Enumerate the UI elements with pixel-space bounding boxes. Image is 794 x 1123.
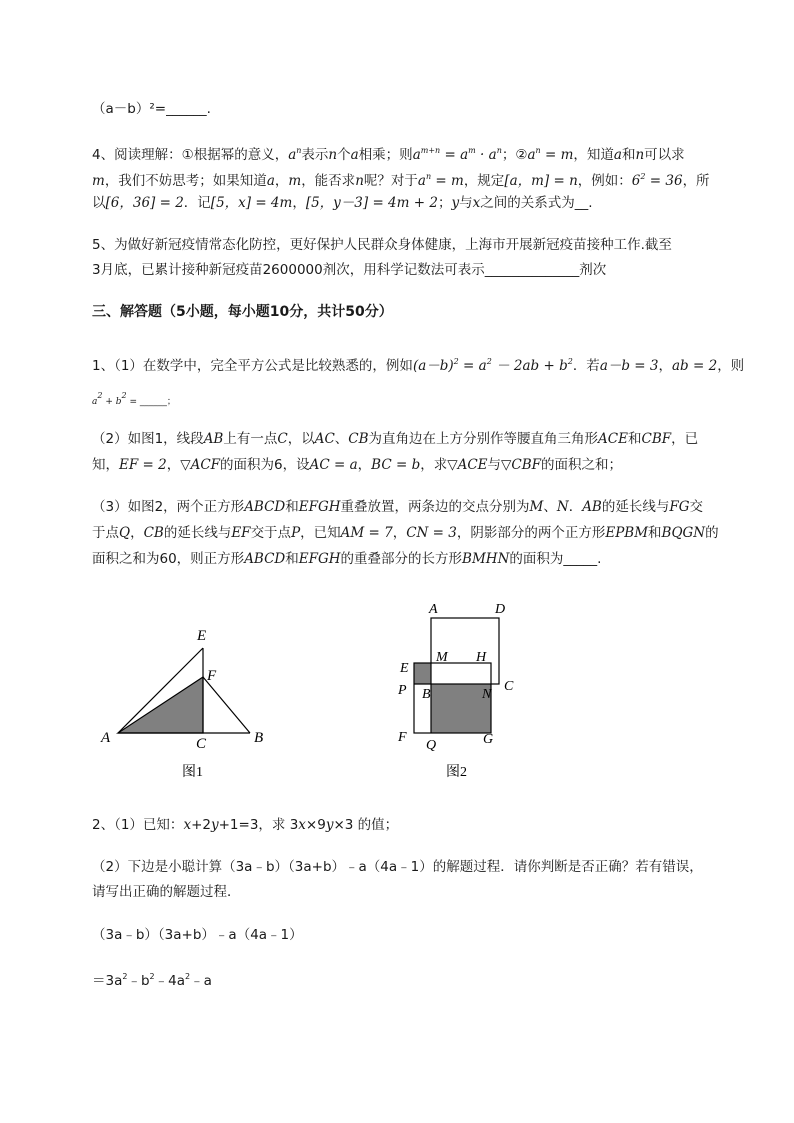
text: 的重叠部分的长方形 bbox=[340, 551, 463, 567]
math: = a bbox=[440, 147, 469, 163]
text: （3）如图2，两个正方形 bbox=[92, 499, 245, 515]
math: = 36 bbox=[645, 173, 683, 189]
math: [6，36] = 2 bbox=[105, 195, 184, 211]
math: m bbox=[288, 173, 302, 189]
label-p: P bbox=[398, 683, 407, 698]
text: ，规定 bbox=[463, 173, 505, 189]
text: 、 bbox=[334, 431, 349, 447]
p1-line-6 bbox=[92, 524, 719, 542]
math: (a－b) bbox=[412, 358, 454, 374]
math: 2 bbox=[121, 391, 127, 400]
text: 的延长线与 bbox=[601, 499, 670, 515]
label-a: A bbox=[429, 602, 438, 617]
text: 个 bbox=[337, 147, 351, 163]
math: = m bbox=[540, 147, 574, 163]
text: ， bbox=[357, 457, 372, 473]
label-e: E bbox=[400, 661, 409, 676]
text: 和 bbox=[621, 147, 636, 163]
math: a bbox=[350, 147, 359, 163]
math: m bbox=[92, 173, 105, 189]
text: ，求 bbox=[420, 457, 448, 473]
p1-line-1 bbox=[92, 353, 744, 375]
text: ，则 bbox=[717, 358, 745, 374]
text: ， bbox=[658, 358, 672, 374]
math: n bbox=[496, 146, 502, 155]
math: ACE bbox=[598, 431, 628, 447]
label-g: G bbox=[483, 732, 494, 747]
text: ， bbox=[392, 525, 407, 541]
math: [5，x] = 4m bbox=[210, 195, 293, 211]
math: Q bbox=[119, 525, 131, 541]
label-e: E bbox=[197, 628, 207, 644]
math: 2 bbox=[122, 972, 128, 981]
math: CB bbox=[143, 525, 164, 541]
text: ， bbox=[274, 173, 289, 189]
math: ab = 2 bbox=[672, 358, 718, 374]
math: FG bbox=[669, 499, 690, 515]
text: ，我们不妨思考；如果知道 bbox=[104, 173, 267, 189]
math: C bbox=[277, 431, 288, 447]
math: 2 bbox=[185, 972, 191, 981]
math: AM = 7 bbox=[340, 525, 393, 541]
text: ，能否求 bbox=[301, 173, 356, 189]
text: 与 bbox=[459, 195, 473, 211]
math: 6 bbox=[631, 173, 641, 189]
math: ABCD bbox=[244, 551, 286, 567]
math: = a bbox=[458, 358, 487, 374]
label-a: A bbox=[101, 730, 111, 746]
math: = m bbox=[431, 173, 464, 189]
math: [5，y－3] = 4m + 2 bbox=[305, 195, 438, 211]
text: （2）下边是小聪计算（3a﹣b）（3a+b）﹣a（4a﹣1）的解题过程．请你判断是否正确？若有错误， bbox=[92, 859, 703, 875]
text: 为直角边在上方分别作等腰直角三角形 bbox=[368, 431, 599, 447]
text: 表示 bbox=[301, 147, 329, 163]
text: 的面积为6，设 bbox=[220, 457, 310, 473]
math: n bbox=[535, 146, 541, 155]
label-b: B bbox=[422, 687, 431, 702]
text: ，以 bbox=[287, 431, 315, 447]
text: 和 bbox=[627, 431, 642, 447]
text: 交于点 bbox=[250, 525, 292, 541]
math: y bbox=[210, 817, 219, 833]
label-c: C bbox=[504, 679, 514, 694]
math: + b bbox=[102, 397, 122, 407]
label-d: D bbox=[495, 602, 506, 617]
text: 可以求 bbox=[644, 147, 685, 163]
math: － 2ab + b bbox=[491, 358, 568, 374]
math: AB bbox=[582, 499, 602, 515]
text: ×9 bbox=[305, 817, 326, 833]
text: 以 bbox=[92, 195, 106, 211]
text: ； bbox=[437, 195, 452, 211]
text: 2、（1）已知： bbox=[92, 817, 184, 833]
figure-1 bbox=[90, 620, 280, 785]
text: ．记 bbox=[183, 195, 211, 211]
shaded-square-epbm bbox=[414, 663, 431, 684]
text: ﹣a bbox=[190, 973, 212, 989]
math: x bbox=[183, 817, 192, 833]
text: ．若 bbox=[572, 358, 600, 374]
math: EF = 2 bbox=[119, 457, 167, 473]
text: （a－b）²=______. bbox=[92, 101, 211, 117]
q4-line-1 bbox=[92, 142, 685, 164]
math: BQGN bbox=[661, 525, 706, 541]
text: 的 bbox=[705, 525, 719, 541]
text: 呢？对于 bbox=[363, 173, 418, 189]
text: +1=3，求 3 bbox=[218, 817, 299, 833]
math: a bbox=[527, 147, 536, 163]
text: ﹣4a bbox=[154, 973, 186, 989]
text: （2）如图1，线段 bbox=[92, 431, 204, 447]
math: n bbox=[355, 173, 364, 189]
p2-line-1 bbox=[92, 816, 398, 834]
text: ， bbox=[130, 525, 144, 541]
text: 的延长线与 bbox=[163, 525, 232, 541]
text: 交 bbox=[689, 499, 704, 515]
math: EFGH bbox=[298, 499, 341, 515]
text: 、 bbox=[543, 499, 557, 515]
math: a bbox=[92, 397, 98, 407]
math: a bbox=[412, 147, 421, 163]
text: ，例如： bbox=[577, 173, 632, 189]
math: BMHN bbox=[462, 551, 510, 567]
section-heading bbox=[92, 303, 393, 321]
text: 和 bbox=[285, 551, 299, 567]
text: 之间的关系式为__. bbox=[480, 195, 593, 211]
math: 2 bbox=[486, 357, 492, 366]
p1-line-2 bbox=[92, 387, 176, 411]
math: EF bbox=[231, 525, 251, 541]
figure-2 bbox=[390, 595, 530, 785]
math: BC = b bbox=[371, 457, 421, 473]
text: 的面积为_____. bbox=[509, 551, 602, 567]
text: ，知道 bbox=[573, 147, 614, 163]
p1-line-3 bbox=[92, 430, 698, 448]
math: n bbox=[328, 147, 338, 163]
math: CB bbox=[348, 431, 369, 447]
text: 重叠放置，两条边的交点分别为 bbox=[340, 499, 530, 515]
text: ， bbox=[166, 457, 181, 473]
math: CN = 3 bbox=[406, 525, 457, 541]
label-c: C bbox=[196, 736, 207, 752]
text: ， bbox=[292, 195, 306, 211]
text: 三、解答题（5小题，每小题10分，共计50分） bbox=[92, 304, 393, 320]
math: y bbox=[325, 817, 334, 833]
q5-line-1 bbox=[92, 236, 672, 254]
math: EPBM bbox=[605, 525, 649, 541]
text: 3月底，已累计接种新冠疫苗2600000剂次，用科学记数法可表示______________剂次 bbox=[92, 262, 607, 278]
math: y bbox=[451, 195, 460, 211]
math: m+n bbox=[420, 146, 441, 155]
p2-line-5 bbox=[92, 968, 212, 990]
answer-blank-line bbox=[92, 100, 211, 118]
math: · a bbox=[475, 147, 497, 163]
math: AB bbox=[203, 431, 224, 447]
label-b: B bbox=[254, 730, 264, 746]
p2-line-2 bbox=[92, 858, 703, 876]
math: AC = a bbox=[309, 457, 358, 473]
label-h: H bbox=[476, 650, 487, 665]
math: ▽CBF bbox=[501, 457, 542, 473]
math: EFGH bbox=[298, 551, 341, 567]
math: CBF bbox=[641, 431, 672, 447]
text: ；② bbox=[501, 147, 528, 163]
math: n bbox=[296, 146, 302, 155]
math: a bbox=[417, 173, 426, 189]
math: [a，m] = n bbox=[504, 173, 578, 189]
text: ×3 的值； bbox=[333, 817, 399, 833]
math: M bbox=[529, 499, 544, 515]
math: ▽ACF bbox=[180, 457, 221, 473]
math: ▽ACE bbox=[447, 457, 488, 473]
text: ，已知 bbox=[300, 525, 341, 541]
math: n bbox=[635, 147, 645, 163]
math: m bbox=[468, 146, 476, 155]
text: 和 bbox=[648, 525, 662, 541]
math: N bbox=[556, 499, 569, 515]
p2-line-4 bbox=[92, 926, 303, 944]
text: 与 bbox=[487, 457, 502, 473]
math: 2 bbox=[149, 972, 155, 981]
text: = ______； bbox=[126, 397, 176, 407]
math: AC bbox=[314, 431, 335, 447]
text: 1、（1）在数学中，完全平方公式是比较熟悉的，例如 bbox=[92, 358, 413, 374]
math: x bbox=[472, 195, 481, 211]
shaded-triangle-acf bbox=[118, 677, 203, 733]
text: ． bbox=[568, 499, 583, 515]
label-f: F bbox=[207, 668, 217, 684]
text: ，所 bbox=[682, 173, 710, 189]
text: 的面积之和； bbox=[541, 457, 623, 473]
math: P bbox=[291, 525, 301, 541]
math: ABCD bbox=[244, 499, 286, 515]
segment-fb bbox=[203, 677, 250, 733]
text: （3a﹣b）（3a+b）﹣a（4a﹣1） bbox=[92, 927, 303, 943]
text: 相乘；则 bbox=[358, 147, 413, 163]
math: 2 bbox=[453, 357, 459, 366]
math: a bbox=[266, 173, 275, 189]
q4-line-2 bbox=[92, 168, 710, 190]
q4-line-3 bbox=[92, 194, 593, 212]
text: 知， bbox=[92, 457, 119, 473]
text: 上有一点 bbox=[223, 431, 278, 447]
text: 4、阅读理解：①根据幂的意义， bbox=[92, 147, 289, 163]
label-f: F bbox=[398, 730, 407, 745]
q5-line-2 bbox=[92, 261, 606, 279]
figure-1-caption: 图1 bbox=[182, 765, 203, 780]
math: x bbox=[298, 817, 306, 833]
text: 和 bbox=[285, 499, 299, 515]
p2-line-3 bbox=[92, 883, 241, 901]
math: n bbox=[425, 172, 432, 181]
label-q: Q bbox=[426, 738, 437, 753]
text: +2 bbox=[191, 817, 211, 833]
figure-2-caption: 图2 bbox=[446, 765, 467, 780]
label-n: N bbox=[482, 687, 492, 702]
p1-line-7 bbox=[92, 550, 601, 568]
text: 请写出正确的解题过程． bbox=[92, 884, 241, 900]
text: ﹣b bbox=[127, 973, 150, 989]
text: ，阴影部分的两个正方形 bbox=[456, 525, 606, 541]
p1-line-4 bbox=[92, 456, 622, 474]
math: a－b = 3 bbox=[599, 358, 659, 374]
text: 于点 bbox=[92, 525, 119, 541]
text: 5、为做好新冠疫情常态化防控，更好保护人民群众身体健康，上海市开展新冠疫苗接种工作.截至 bbox=[92, 237, 672, 253]
math: 2 bbox=[567, 357, 573, 366]
label-m: M bbox=[436, 650, 448, 665]
math: 2 bbox=[97, 391, 103, 400]
p1-line-5 bbox=[92, 498, 703, 516]
math: a bbox=[288, 147, 297, 163]
math: a bbox=[613, 147, 622, 163]
text: ，已 bbox=[671, 431, 699, 447]
text: ＝3a bbox=[92, 973, 123, 989]
math: 2 bbox=[640, 172, 646, 181]
text: 面积之和为60，则正方形 bbox=[92, 551, 245, 567]
